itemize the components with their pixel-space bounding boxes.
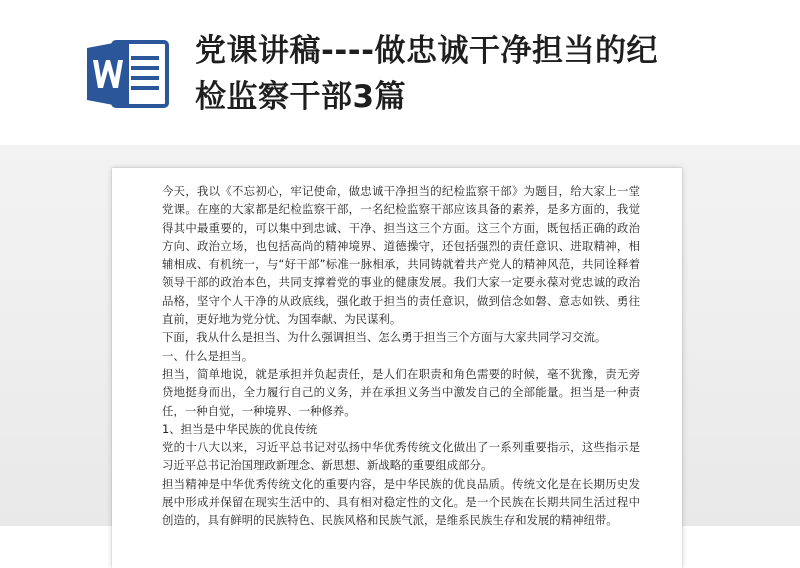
document-page — [112, 168, 682, 568]
paragraph: 下面，我从什么是担当、为什么强调担当、怎么勇于担当三个方面与大家共同学习交流。 — [162, 330, 607, 345]
section-heading: 一、什么是担当。 — [162, 348, 254, 363]
paragraph: 今天，我以《不忘初心，牢记使命，做忠诚干净担当的纪检监察干部》为题目，给大家上一堂党课。在座的大家都是纪检监察干部，一名纪检监察干部应该具备的素养，是多方面的，我觉得其中最重要的，可以集中到忠诚、干净、担当这三个方面。这三个方面，既包括正确的政治方向、政治立场，也包括高尚的精神境界、道德操守，还包括强烈的责任意识、进取精神，相辅相成、有机统一，与“好干部”标准一脉相承，共同铸就着共产党人的精神风范，共同诠释着领导干部的政治本色，共同支撑着党的事业的健康发展。我们大家一定要永葆对党忠诚的政治品格，坚守个人干净的从政底线，强化敢于担当的责任意识，做到信念如磐、意志如铁、勇往直前，更好地为党分忧、为国奉献、为民谋利。 — [162, 184, 640, 327]
document-title: 党课讲稿----做忠诚干净担当的纪检监察干部3篇 — [195, 33, 658, 115]
document-body — [162, 182, 640, 530]
word-document-icon — [85, 38, 171, 110]
paragraph: 担当，简单地说，就是承担并负起责任，是人们在职责和角色需要的时候，毫不犹豫，责无旁贷地挺身而出，全力履行自己的义务，并在承担义务当中激发自己的全部能量。担当是一种责任，一种自觉，一种境界、一种修养。 — [162, 366, 640, 418]
subsection-heading: 1、担当是中华民族的优良传统 — [162, 421, 318, 436]
paragraph: 担当精神是中华优秀传统文化的重要内容，是中华民族的优良品质。传统文化是在长期历史发展中形成并保留在现实生活中的、具有相对稳定性的文化。是一个民族在长期共同生活过程中创造的，具有鲜明的民族特色、民族风格和民族气派，是维系民族生存和发展的精神纽带。 — [162, 476, 640, 528]
paragraph: 党的十八大以来，习近平总书记对弘扬中华优秀传统文化做出了一系列重要指示，这些指示是习近平总书记治国理政新理念、新思想、新战略的重要组成部分。 — [162, 440, 640, 473]
header — [0, 0, 800, 145]
